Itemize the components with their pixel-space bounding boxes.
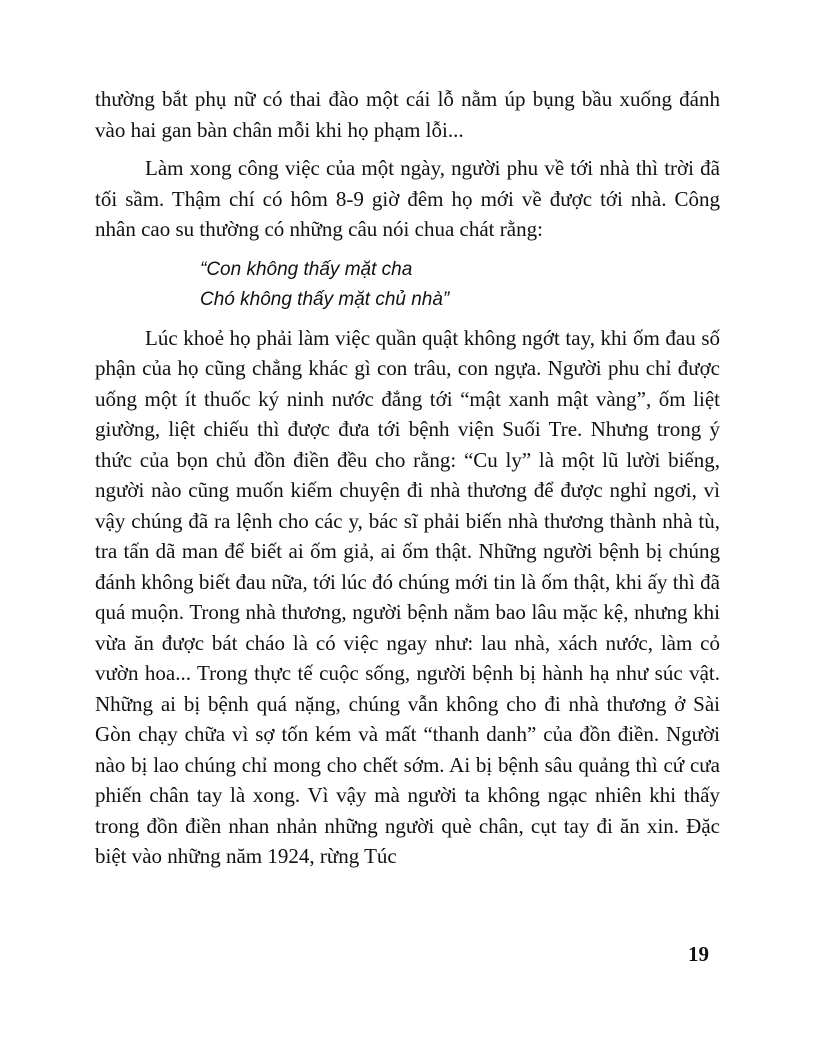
quote-line-1: “Con không thấy mặt cha — [200, 258, 413, 280]
paragraph-continuation: thường bắt phụ nữ có thai đào một cái lỗ nằm úp bụng bầu xuống đánh vào hai gan bàn chân mỗi khi họ phạm lỗi... — [95, 87, 720, 142]
paragraph-sickness: Lúc khoẻ họ phải làm việc quần quật không ngớt tay, khi ốm đau số phận của họ cũng chẳng khác gì con trâu, con ngựa. Người phu chỉ được uống một ít thuốc ký ninh nước đắng tới “mật xanh mật vàng”, ốm liệt giường, liệt chiếu thì được đưa tới bệnh viện Suối Tre. Nhưng trong ý thức của bọn chủ đồn điền đều cho rằng: “Cu ly” là một lũ lười biếng, người nào cũng muốn kiếm chuyện đi nhà thương để được nghỉ ngơi, vì vậy chúng đã ra lệnh cho các y, bác sĩ phải biến nhà thương thành nhà tù, tra tấn dã man để biết ai ốm giả, ai ốm thật. Những người bệnh bị chúng đánh không biết đau nữa, tới lúc đó chúng mới tin là ốm thật, khi ấy thì đã quá muộn. Trong nhà thương, người bệnh nằm bao lâu mặc kệ, nhưng khi vừa ăn được bát cháo là có việc ngay như: lau nhà, xách nước, làm cỏ vườn hoa... Trong thực tế cuộc sống, người bệnh bị hành hạ như súc vật. Những ai bị bệnh quá nặng, chúng vẫn không cho đi nhà thương ở Sài Gòn chạy chữa vì sợ tốn kém và mất “thanh danh” của đồn điền. Người nào bị lao chúng chỉ mong cho chết sớm. Ai bị bệnh sâu quảng thì cứ cưa phiến chân tay là xong. Vì vậy mà người ta không ngạc nhiên khi thấy trong đồn điền nhan nhản những người què chân, cụt tay đi ăn xin. Đặc biệt vào những năm 1924, rừng Túc — [95, 325, 720, 868]
body-text — [95, 84, 720, 872]
folk-saying-quote — [200, 255, 720, 315]
paragraph-workday: Làm xong công việc của một ngày, người phu về tới nhà thì trời đã tối sầm. Thậm chí có hôm 8-9 giờ đêm họ mới về được tới nhà. Công nhân cao su thường có những câu nói chua chát rằng: — [95, 156, 720, 241]
page-number: 19 — [688, 942, 709, 966]
quote-line-2: Chó không thấy mặt chủ nhà” — [200, 288, 450, 310]
